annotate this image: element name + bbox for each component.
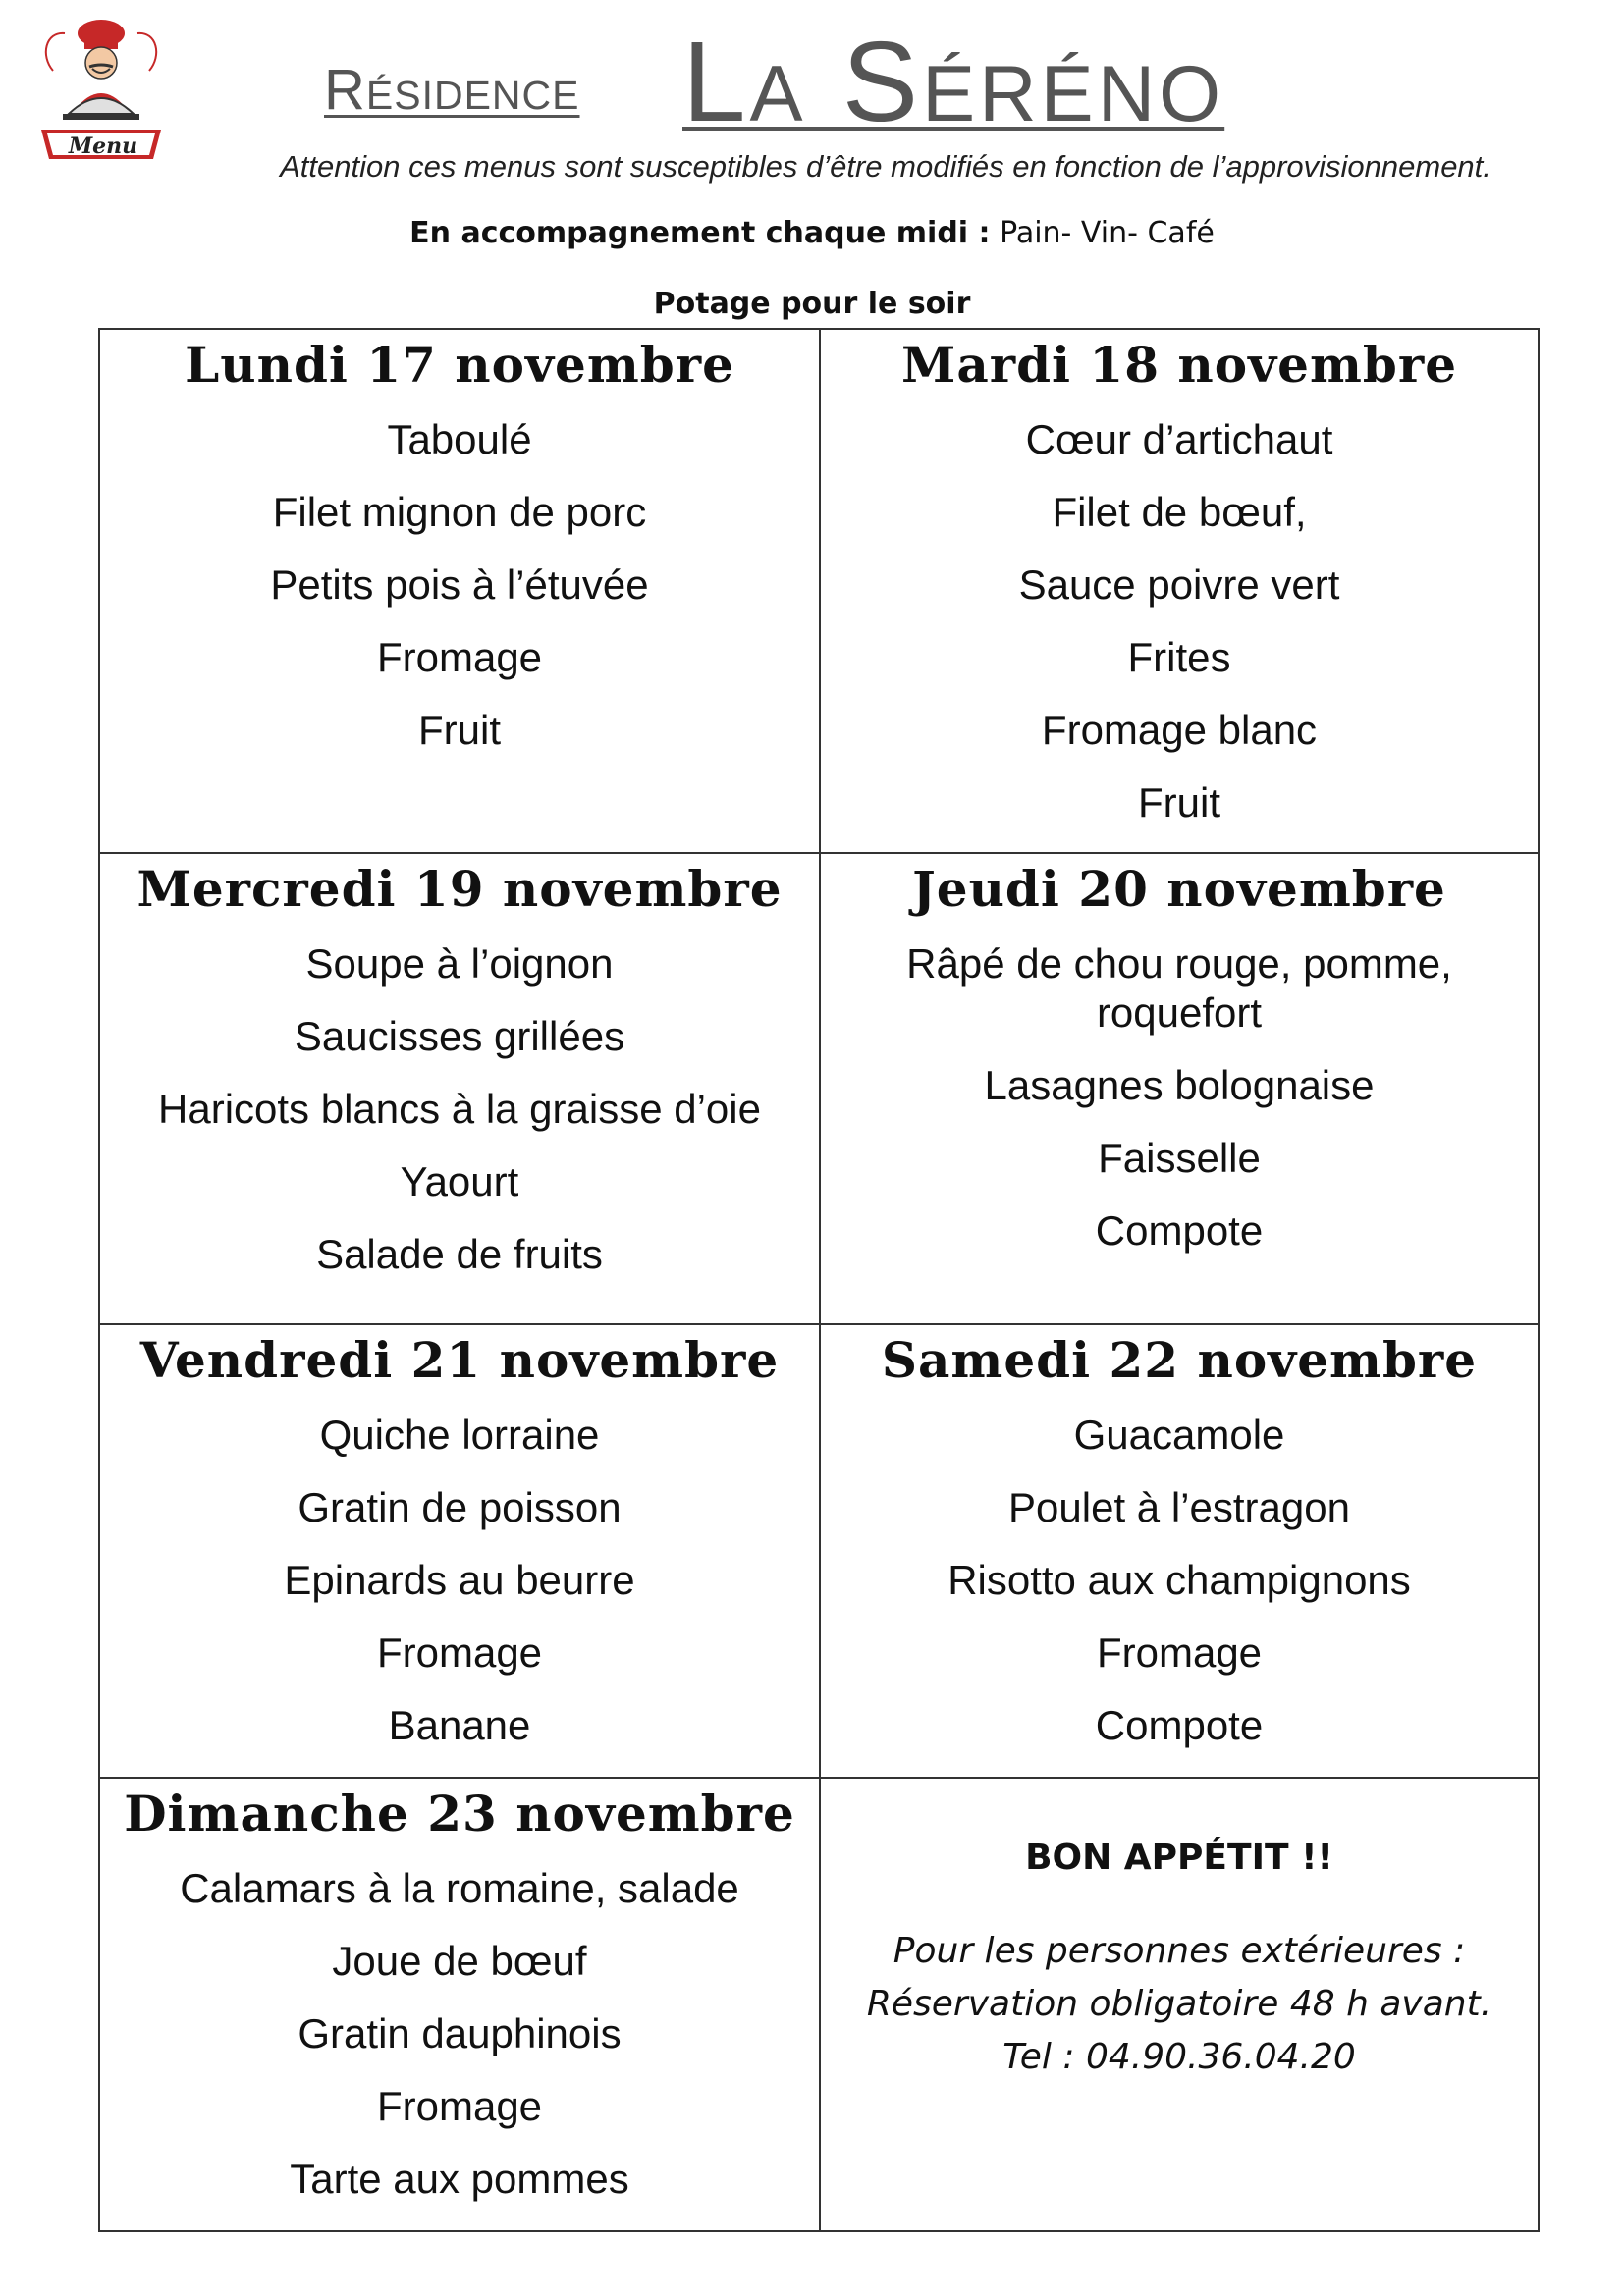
- day-title: Jeudi 20 novembre: [912, 860, 1446, 918]
- dish: Soupe à l’oignon: [305, 940, 614, 987]
- day-title: Vendredi 21 novembre: [139, 1331, 780, 1389]
- dish: Taboulé: [387, 416, 532, 462]
- day-cell-vendredi: [100, 1325, 819, 1777]
- title-residence: Résidence: [324, 58, 580, 122]
- day-cell-mardi: [819, 330, 1538, 852]
- day-title: Samedi 22 novembre: [881, 1331, 1478, 1389]
- day-cell-samedi: [819, 1325, 1538, 1777]
- phone-number: Tel : 04.90.36.04.20: [1002, 2037, 1356, 2077]
- dish: Calamars à la romaine, salade: [180, 1865, 739, 1911]
- dish: Cœur d’artichaut: [1025, 416, 1333, 462]
- logo-text: Menu: [68, 133, 138, 159]
- dish: Salade de fruits: [316, 1231, 603, 1277]
- dish: Filet mignon de porc: [272, 489, 647, 535]
- dish: Fromage: [1096, 1629, 1263, 1676]
- day-title: Mercredi 19 novembre: [136, 860, 783, 918]
- external-info: [821, 1925, 1538, 2084]
- dish: Epinards au beurre: [284, 1557, 635, 1603]
- dish: Compote: [1095, 1207, 1264, 1254]
- evening-soup-line: Potage pour le soir: [653, 287, 971, 321]
- title-sereno: La Séréno: [682, 18, 1225, 145]
- external-line: Pour les personnes extérieures :: [893, 1931, 1466, 1971]
- dish: Frites: [1127, 634, 1231, 680]
- dish: Guacamole: [1073, 1412, 1285, 1458]
- day-title: Mardi 18 novembre: [900, 336, 1458, 394]
- dish: Râpé de chou rouge, pomme, roquefort: [906, 940, 1452, 1036]
- dish: Saucisses grillées: [294, 1013, 625, 1059]
- dish: Fromage: [376, 634, 543, 680]
- day-cell-mercredi: [100, 854, 819, 1323]
- chef-menu-logo: [35, 12, 167, 169]
- info-cell: [819, 1779, 1538, 2230]
- dish: Joue de bœuf: [332, 1938, 587, 1984]
- accompaniment-line: [0, 216, 1624, 250]
- dish: Fromage blanc: [1041, 707, 1318, 753]
- menu-row: [100, 330, 1538, 852]
- dish: Fruit: [1138, 779, 1220, 826]
- dish: Gratin dauphinois: [298, 2010, 622, 2056]
- dish: Fromage: [376, 1629, 543, 1676]
- bon-appetit: BON APPÉTIT !!: [1025, 1838, 1333, 1878]
- dish: Sauce poivre vert: [1018, 561, 1340, 608]
- day-cell-dimanche: [100, 1779, 819, 2230]
- dish: Banane: [388, 1702, 531, 1748]
- notice-text: Attention ces menus sont susceptibles d’être modifiés en fonction de l’approvisionnement.: [280, 149, 1491, 184]
- day-cell-lundi: [100, 330, 819, 852]
- dish: Filet de bœuf,: [1052, 489, 1307, 535]
- dish: Poulet à l’estragon: [1008, 1484, 1350, 1530]
- dish: Petits pois à l’étuvée: [270, 561, 649, 608]
- dish: Gratin de poisson: [298, 1484, 622, 1530]
- dish: Tarte aux pommes: [290, 2156, 629, 2202]
- dish: Quiche lorraine: [319, 1412, 600, 1458]
- dish: Faisselle: [1098, 1135, 1261, 1181]
- dish: Yaourt: [400, 1158, 519, 1204]
- external-line: Réservation obligatoire 48 h avant.: [866, 1984, 1492, 2024]
- day-title: Lundi 17 novembre: [185, 336, 734, 394]
- dish: Haricots blancs à la graisse d’oie: [158, 1086, 761, 1132]
- menu-row: [100, 1323, 1538, 1777]
- menu-row: [100, 852, 1538, 1323]
- menu-row: [100, 1777, 1538, 2230]
- dish: Lasagnes bolognaise: [984, 1062, 1375, 1108]
- accompaniment-value: Pain- Vin- Café: [1000, 216, 1215, 250]
- accompaniment-label: En accompagnement chaque midi :: [409, 216, 991, 250]
- dish: Compote: [1095, 1702, 1264, 1748]
- dish: Fruit: [418, 707, 501, 753]
- menu-grid: [98, 328, 1540, 2232]
- day-cell-jeudi: [819, 854, 1538, 1323]
- dish: Risotto aux champignons: [947, 1557, 1411, 1603]
- dish: Fromage: [376, 2083, 543, 2129]
- page-title: [324, 18, 1257, 145]
- day-title: Dimanche 23 novembre: [124, 1785, 795, 1842]
